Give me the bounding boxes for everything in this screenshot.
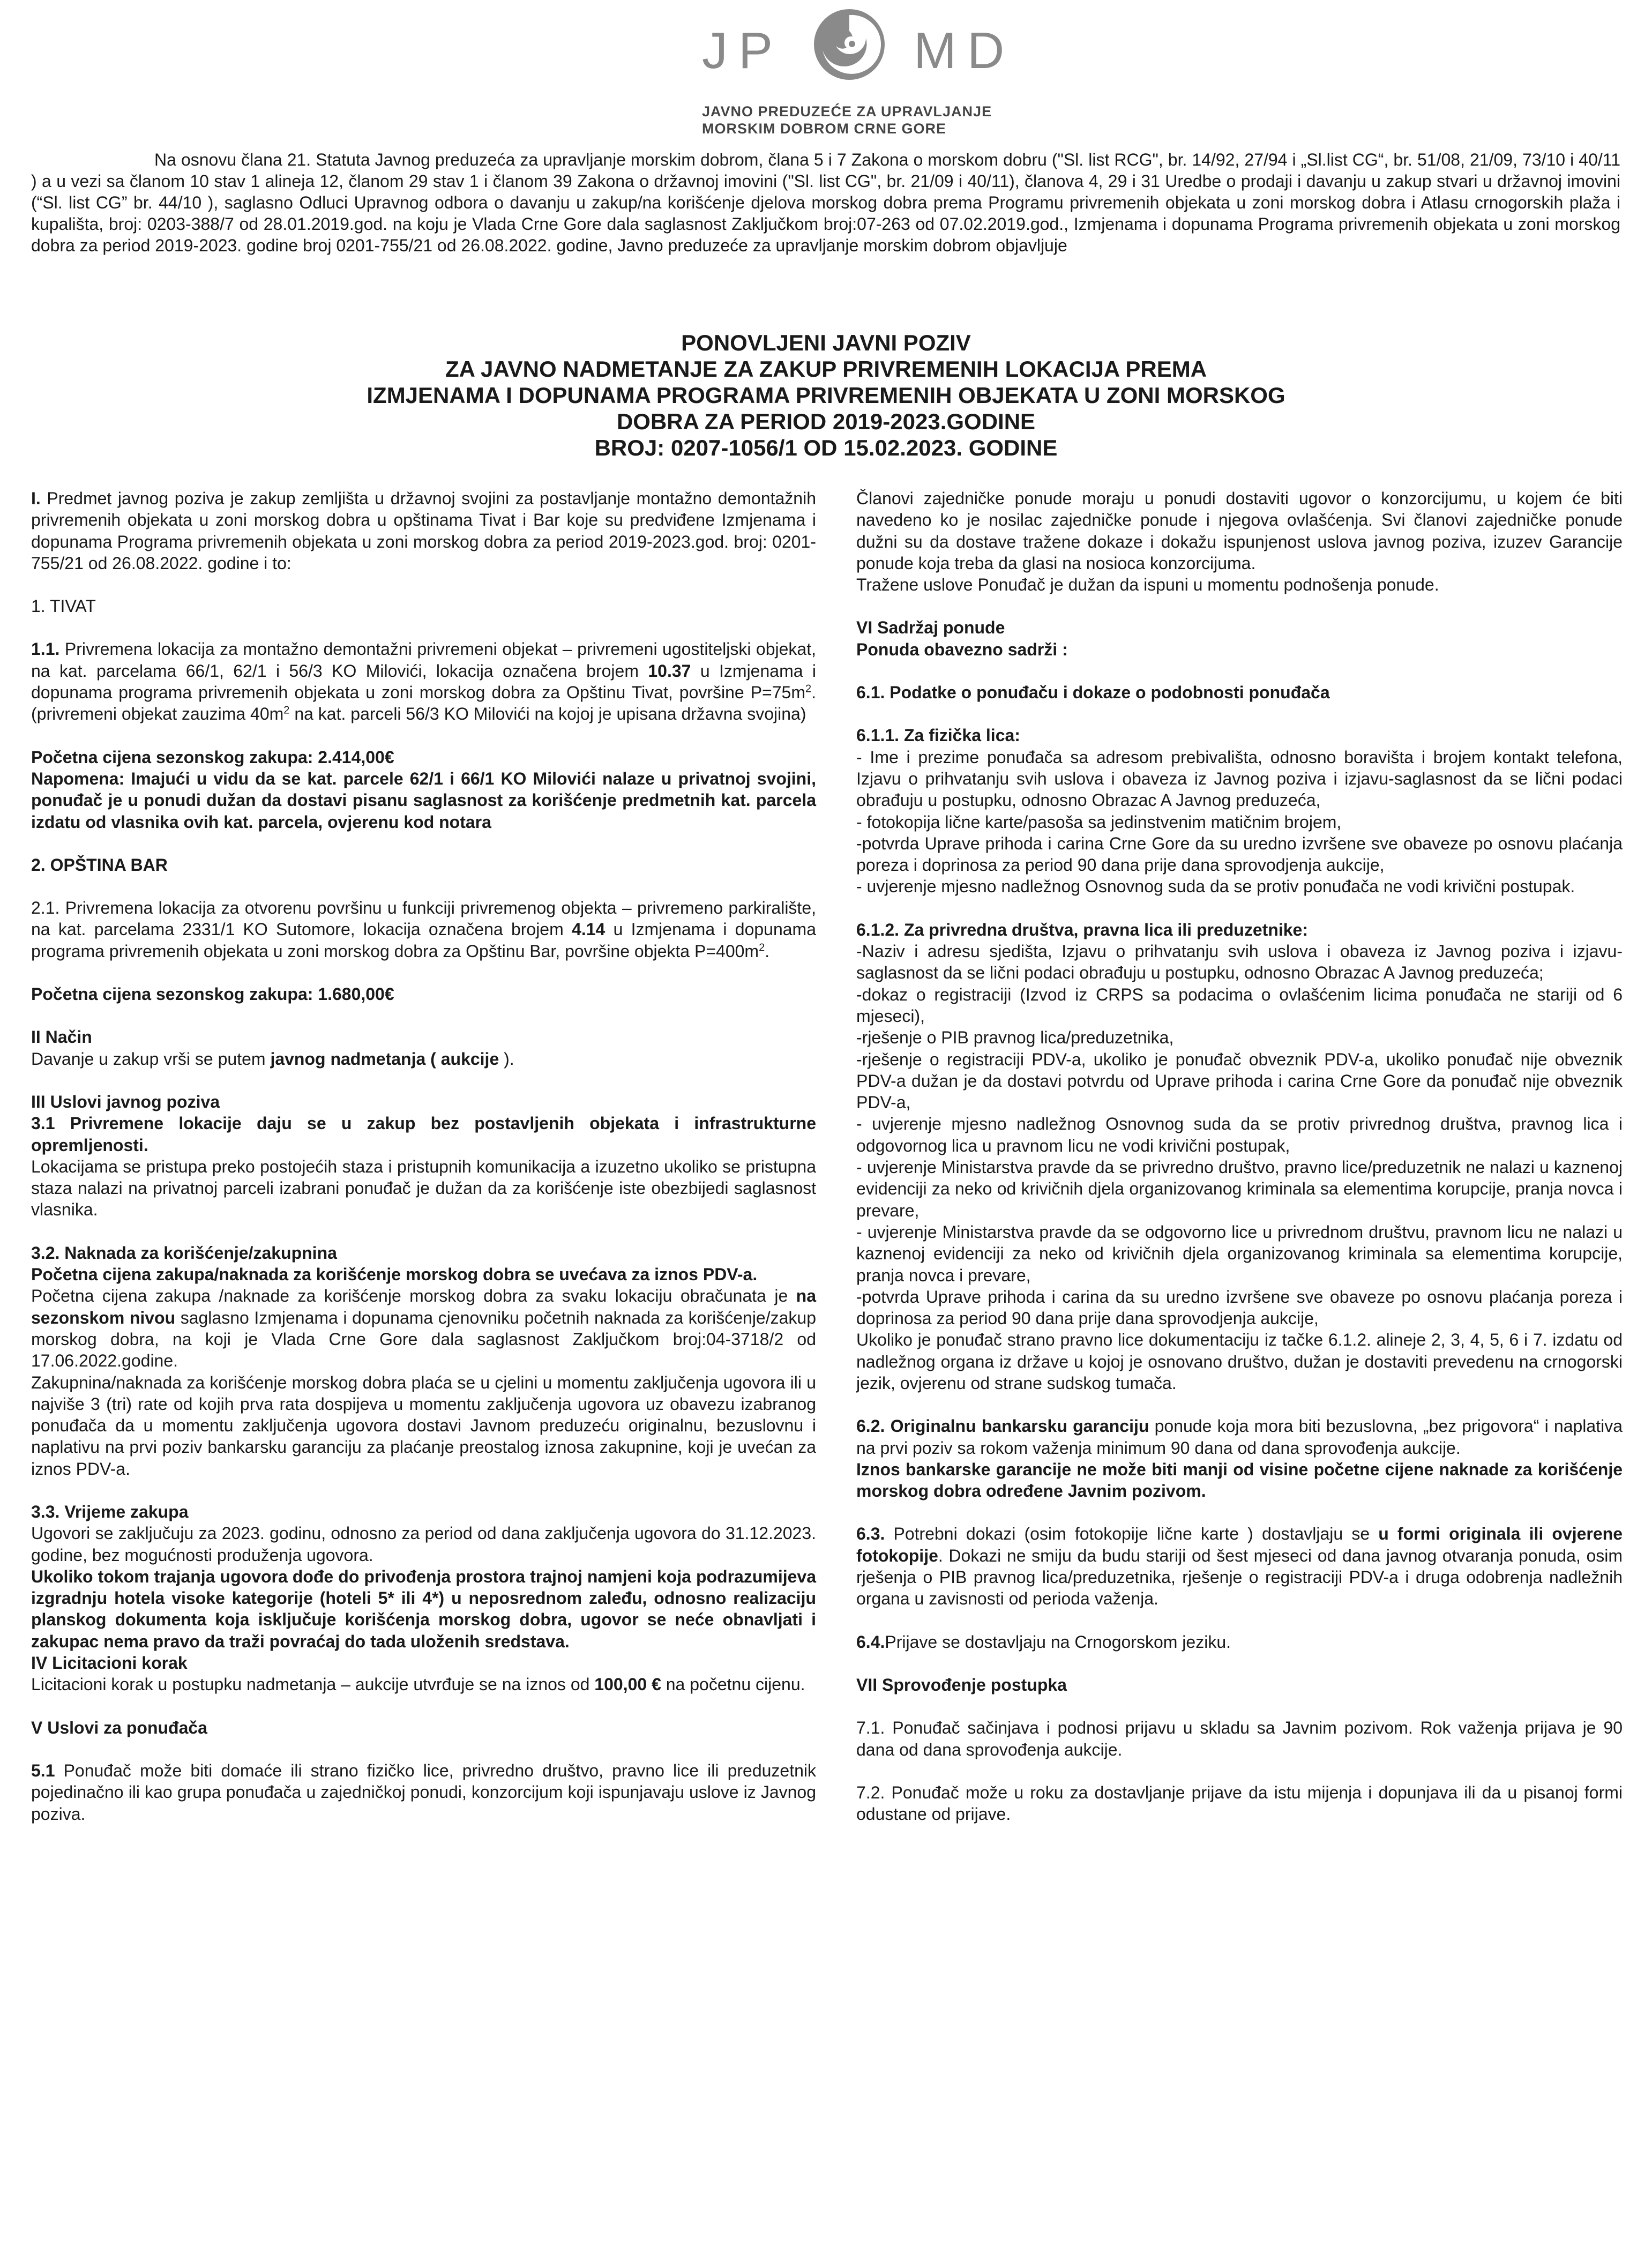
logo-letters-left: JP — [702, 22, 784, 79]
heading-nacin: II Način — [31, 1027, 92, 1047]
text: na kat. parceli 56/3 KO Milovići na kojoj je upisana državna svojina) — [289, 704, 806, 724]
document-title — [0, 330, 1652, 461]
heading-sadrzi: Ponuda obavezno sadrži : — [856, 639, 1068, 659]
nacin-paragraph — [31, 1048, 816, 1070]
section-number: I. — [31, 489, 41, 508]
list-item: -potvrda Uprave prihoda i carina da su uredno izvršene sve obaveze po osnovu plaćanja poreza i doprinosa za period 90 dana prije dana sprovodjenja aukcije, — [856, 1287, 1623, 1328]
sprovodjenje-7-2: 7.2. Ponuđač može u roku za dostavljanje prijave da istu mijenja i dopunjava ili da u pisanoj formi odustane od prijave. — [856, 1782, 1623, 1824]
bold-text: 100,00 € — [594, 1675, 661, 1694]
ponudjaci-5-1 — [31, 1760, 816, 1825]
garancija-paragraph — [856, 1415, 1623, 1459]
dokazi-paragraph — [856, 1523, 1623, 1609]
intro-paragraph: Na osnovu člana 21. Statuta Javnog preduzeća za upravljanje morskim dobrom, člana 5 i 7 Zakona o morskom dobru ("Sl. list RCG", br. 14/92, 27/94 i „Sl.list CG“, br. 51/08, 21/09, 73/10 i 40/11 ) a u vezi sa članom 10 stav 1 alineja 12, članom 29 stav 1 i članom 39 Zakona o državnoj imovini ("Sl. list CG", br. 21/09 i 40/11), članova 4, 29 i 31 Uredbe o prodaji i davanju u zakup stvari u državnoj imovini (“Sl. list CG” br. 44/10 ), saglasno Odluci Upravnog odbora o davanju u zakup/na korišćenje djelova morskog dobra prema Programu privremenih objekata u zoni morskog dobra i Atlasu crnogorskih plaža i kupališta, broj: 0203-388/7 od 28.01.2019.god. na koju je Vlada Crne Gore dala saglasnost Zaključkom broj:07-263 od 07.02.2019.god., Izmjenama i dopunama Programa privremenih objekata u zoni morskog dobra za period 2019-2023. godine broj 0201-755/21 od 26.08.2022. godine, Javno preduzeće za upravljanje morskim dobrom objavljuje — [31, 150, 1620, 255]
left-column — [31, 488, 816, 1825]
list-item: - uvjerenje Ministarstva pravde da se privredno društvo, pravno lice/preduzetnik ne nalazi u kaznenoj evidenciji za neko od krivičnih djela organizovanog kriminala sa elementima korupcije, pranja novca i prevare, — [856, 1158, 1623, 1220]
heading-ponudjaci: V Uslovi za ponuđača — [31, 1718, 207, 1737]
superscript: 2 — [759, 942, 765, 954]
uslovi-3-2-payment: Zakupnina/naknada za korišćenje morskog dobra plaća se u cjelini u momentu zaključenja ugovora ili u najviše 3 (tri) rate od kojih prva rata dospijeva u momentu zaključenja ugovora uz obavezu izabranog ponuđača da u momentu zaključenja ugovora dostavi Javnom preduzeću originalnu, bezuslovnu i naplativu na prvi poziv bankarsku garanciju za plaćanje preostalog iznosa zakupnine, koji je uvećan za iznos PDV-a. — [31, 1372, 816, 1479]
list-item: -dokaz o registraciji (Izvod iz CRPS sa podacima o ovlašćenim licima ponuđača ne stariji od 6 mjeseci), — [856, 984, 1623, 1026]
title-line: PONOVLJENI JAVNI POZIV — [681, 330, 971, 355]
heading-uslovi: III Uslovi javnog poziva — [31, 1092, 220, 1111]
text: na početnu cijenu. — [661, 1675, 805, 1694]
text: u Izmjenama i dopunama programa privremenih objekata u zoni morskog dobra za Opštinu Bar, površine objekta P=400m — [31, 920, 816, 961]
uslovi-3-2-bold: Početna cijena zakupa/naknada za korišćenje morskog dobra se uvećava za iznos PDV-a. — [31, 1265, 758, 1285]
heading-6-1: 6.1. Podatke o ponuđaču i dokaze o podobnosti ponuđača — [856, 683, 1330, 703]
tivat-location-paragraph — [31, 638, 816, 725]
heading-licitacioni: IV Licitacioni korak — [31, 1653, 188, 1673]
bold-text: javnog nadmetanja ( aukcije — [270, 1049, 499, 1069]
title-line: ZA JAVNO NADMETANJE ZA ZAKUP PRIVREMENIH LOKACIJA PREMA — [445, 356, 1207, 382]
text: Prijave se dostavljaju na Crnogorskom jeziku. — [885, 1632, 1231, 1652]
logo-line-1: JAVNO PREDUZEĆE ZA UPRAVLJANJE — [702, 103, 992, 120]
text: ). — [499, 1049, 514, 1069]
uslovi-3-1-text: Lokacijama se pristupa preko postojećih staza i pristupnih komunikacija a izuzetno ukoliko se pristupna staza nalazi na privatnoj parceli izabrani ponuđač je dužan da za korišćenje iste obezbijedi saglasnost vlasnika. — [31, 1156, 816, 1220]
text: saglasno Izmjenama i dopunama cjenovniku početnih naknada za korišćenje/zakup morskog dobra, na koji je Vlada Crne Gore dala saglasnost Zaključkom broj:04-3718/2 od 17.06.2022.godine. — [31, 1308, 817, 1371]
shell-logo-icon — [809, 4, 889, 85]
heading-3-3: 3.3. Vrijeme zakupa — [31, 1502, 189, 1521]
heading-tivat: 1. TIVAT — [31, 596, 96, 616]
heading-6-1-1: 6.1.1. Za fizička lica: — [856, 726, 1020, 745]
text: 2.1. Privremena lokacija za otvorenu površinu u funkciji privremenog objekta – privremeno parkiralište, na kat. parcelama 2331/1 KO Sutomore, lokacija označena brojem — [31, 898, 816, 939]
list-item: - fotokopija lične karte/pasoša sa jedinstvenim matičnim brojem, — [856, 812, 1342, 832]
text: Davanje u zakup vrši se putem — [31, 1049, 271, 1069]
uslovi-3-2-paragraph — [31, 1285, 816, 1371]
title-line: IZMJENAMA I DOPUNAMA PROGRAMA PRIVREMENIH OBJEKATA U ZONI MORSKOG — [367, 383, 1285, 408]
bold-text: 6.2. Originalnu bankarsku garanciju — [856, 1416, 1149, 1436]
bar-start-price: Početna cijena sezonskog zakupa: 1.680,00€ — [31, 984, 394, 1004]
heading-sprovodjenje: VII Sprovođenje postupka — [856, 1675, 1067, 1694]
paragraph-text: Predmet javnog poziva je zakup zemljišta u državnoj svojini za postavljanje montažno demontažnih privremenih objekata u zoni morskog dobra u opštinama Tivat i Bar koje su predviđene Izmjenama i dopunama Programa privremenih objekata u zoni morskog dobra za period 2019-2023.god. broj: 0201-755/21 od 26.08.2022. godine i to: — [31, 489, 816, 573]
text: ponude koja mora biti bezuslovna, „bez prigovora“ i naplativa na prvi poziv sa rokom važenja minimum 90 dana od dana sprovođenja aukcije. — [856, 1416, 1623, 1458]
text: u Izmjenama i dopunama programa privremenih objekata u zoni morskog dobra za Opštinu Tivat, površine P=75m — [31, 661, 817, 703]
list-item: - uvjerenje mjesno nadležnog Osnovnog suda da se protiv ponuđača ne vodi krivični postupak. — [856, 877, 1575, 897]
list-item: - uvjerenje Ministarstva pravde da se odgovorno lice u privrednom društvu, pravnom licu ne nalazi u kaznenoj evidenciji za neko od krivičnih djela organizovanog kriminala sa elementima korupcije, pranja novca i prevare, — [856, 1222, 1623, 1285]
heading-sadrzaj: VI Sadržaj ponude — [856, 618, 1005, 638]
uslovi-3-1: 3.1 Privremene lokacije daju se u zakup bez postavljenih objekata i infrastrukturne opremljenosti. — [31, 1114, 816, 1155]
garancija-bold: Iznos bankarske garancije ne može biti manji od visine početne cijene naknade za korišćenje morskog dobra određene Javnim pozivom. — [856, 1459, 1623, 1501]
right-column — [856, 488, 1623, 1825]
licitacioni-paragraph — [31, 1674, 816, 1695]
section-1-paragraph — [31, 488, 816, 574]
text: Početna cijena zakupa /naknade za korišćenje morskog dobra za svaku lokaciju obračunata je — [31, 1286, 796, 1306]
uslovi-3-3-text: Ugovori se zaključuju za 2023. godinu, odnosno za period od dana zaključenja ugovora do 31.12.2023. godine, bez mogućnosti produženja ugovora. — [31, 1524, 816, 1565]
text: Ponuđač može biti domaće ili strano fizičko lice, privredno društvo, pravno lice ili preduzetnik pojedinačno ili kao grupa ponuđača u zajedničkoj ponudi, konzorcijum koji ispunjavaju uslove iz Javnog poziva. — [31, 1760, 816, 1824]
bold-text: u formi originala ili ovjerene fotokopije — [856, 1524, 1623, 1565]
text: Licitacioni korak u postupku nadmetanja – aukcije utvrđuje se na iznos od — [31, 1675, 595, 1694]
tivat-start-price: Početna cijena sezonskog zakupa: 2.414,00€ — [31, 747, 394, 767]
superscript: 2 — [805, 683, 812, 695]
trazene-uslove: Tražene uslove Ponuđač je dužan da ispuni u momentu podnošenja ponude. — [856, 575, 1439, 595]
text: Potrebni dokazi (osim fotokopije lične karte ) dostavljaju se — [885, 1524, 1379, 1544]
list-item: Ukoliko je ponuđač strano pravno lice dokumentaciju iz tačke 6.1.2. alineje 2, 3, 4, 5, 6 i 7. izdatu od nadležnog organa iz države u kojoj je osnovano društvo, dužan je dostaviti prevedenu na crnogorski jezik, ovjerenu od strane sudskog tumača. — [856, 1330, 1623, 1393]
item-number: 6.4. — [856, 1632, 885, 1652]
heading-6-1-2: 6.1.2. Za privredna društva, pravna lica ili preduzetnike: — [856, 920, 1308, 939]
list-item: -potvrda Uprave prihoda i carina Crne Gore da su uredno izvršene sve obaveze po osnovu plaćanja poreza i doprinosa za period 90 dana prije dana sprovodjenja aukcije, — [856, 833, 1623, 875]
heading-bar: 2. OPŠTINA BAR — [31, 855, 168, 875]
uslovi-3-3-bold: Ukoliko tokom trajanja ugovora dođe do privođenja prostora trajnoj namjeni koja podrazumijeva izgradnju hotela visoke kategorije (hoteli 5* ili 4*) u neposrednom zaleđu, odnosno realizaciju planskog dokumenta koja isključuje korišćenja morskog dobra, ugovor se neće obnavljati i zakupac nema pravo da traži povraćaj do tada uloženih sredstava. — [31, 1566, 816, 1651]
list-item: -rješenje o registraciji PDV-a, ukoliko je ponuđač obveznik PDV-a, ukoliko ponuđač nije obveznik PDV-a dužan je da dostavi potvrdu od Uprave prihoda i carina Crne Gore da ponuđač nije obveznik PDV-a, — [856, 1049, 1623, 1113]
logo-letters-right: MD — [914, 22, 1015, 79]
location-number: 10.37 — [648, 661, 691, 681]
logo-line-2: MORSKIM DOBROM CRNE GORE — [702, 121, 946, 137]
superscript: 2 — [283, 704, 290, 716]
title-line: DOBRA ZA PERIOD 2019-2023.GODINE — [616, 409, 1036, 434]
list-item: -rješenje o PIB pravnog lica/preduzetnika, — [856, 1028, 1174, 1048]
text: . — [765, 941, 770, 961]
text: Privremena lokacija za montažno demontažni privremeni objekat – privremeni ugostiteljski objekat, na kat. parcelama 66/1, 62/1 i 56/3 KO Milovići, lokacija označena brojem — [31, 639, 816, 681]
list-item: - uvjerenje mjesno nadležnog Osnovnog suda da se protiv privrednog društva, pravnog lica i odgovornog lica u pravnom licu ne vodi krivični postupak, — [856, 1114, 1623, 1155]
text: . Dokazi ne smiju da budu stariji od šest mjeseci od dana javnog otvaranja ponuda, osim rješenja o PIB pravnog lica/preduzetnika, rješenje o registraciji PDV-a i druga odobrenja nadležnih organa u zavisnosti od perioda važenja. — [856, 1546, 1623, 1609]
item-number: 1.1. — [31, 639, 60, 659]
bold-text: na sezonskom nivou — [31, 1286, 816, 1327]
list-item: - Ime i prezime ponuđača sa adresom prebivališta, odnosno boravišta i brojem kontakt telefona, Izjavu o prihvatanju svih uslova i obaveza iz Javnog poziva i izjavu-saglasnost da se lični podaci obrađuju u postupku, odnosno Obrazac A Javnog preduzeća, — [856, 747, 1623, 810]
text: . (privremeni objekat zauzima 40m — [31, 683, 816, 724]
list-item: -Naziv i adresu sjedišta, Izjavu o prihvatanju svih uslova i obaveza iz Javnog poziva i izjavu-saglasnost da se lični podaci obrađuju u postupku, odnosno Obrazac A Javnog preduzeća; — [856, 942, 1623, 983]
title-line: BROJ: 0207-1056/1 OD 15.02.2023. GODINE — [594, 435, 1058, 460]
item-number: 6.3. — [856, 1524, 885, 1544]
logo — [643, 0, 1018, 137]
sprovodjenje-7-1: 7.1. Ponuđač sačinjava i podnosi prijavu u skladu sa Javnim pozivom. Rok važenja prijava je 90 dana od dana sprovođenja aukcije. — [856, 1718, 1623, 1759]
heading-3-2: 3.2. Naknada za korišćenje/zakupnina — [31, 1243, 337, 1263]
konzorcijum-paragraph: Članovi zajedničke ponude moraju u ponudi dostaviti ugovor o konzorcijumu, u kojem će biti navedeno ko je nosilac zajedničke ponude i njegova ovlašćenja. Svi članovi zajedničke ponude dužni su da dostave tražene dokaze i dokažu ispunjenost uslova javnog poziva, izuzev Garancije ponude koja treba da glasi na nosioca konzorcijuma. — [856, 489, 1623, 573]
bar-location-paragraph — [31, 897, 816, 962]
tivat-note: Napomena: Imajući u vidu da se kat. parcele 62/1 i 66/1 KO Milovići nalaze u privatnoj svojini, ponuđač je u ponudi dužan da dostavi pisanu saglasnost za korišćenje predmetnih kat. parcela izdatu od vlasnika ovih kat. parcela, ovjerenu kod notara — [31, 768, 816, 832]
item-number: 5.1 — [31, 1760, 55, 1780]
jezik-paragraph — [856, 1631, 1623, 1653]
location-number: 4.14 — [572, 920, 606, 939]
